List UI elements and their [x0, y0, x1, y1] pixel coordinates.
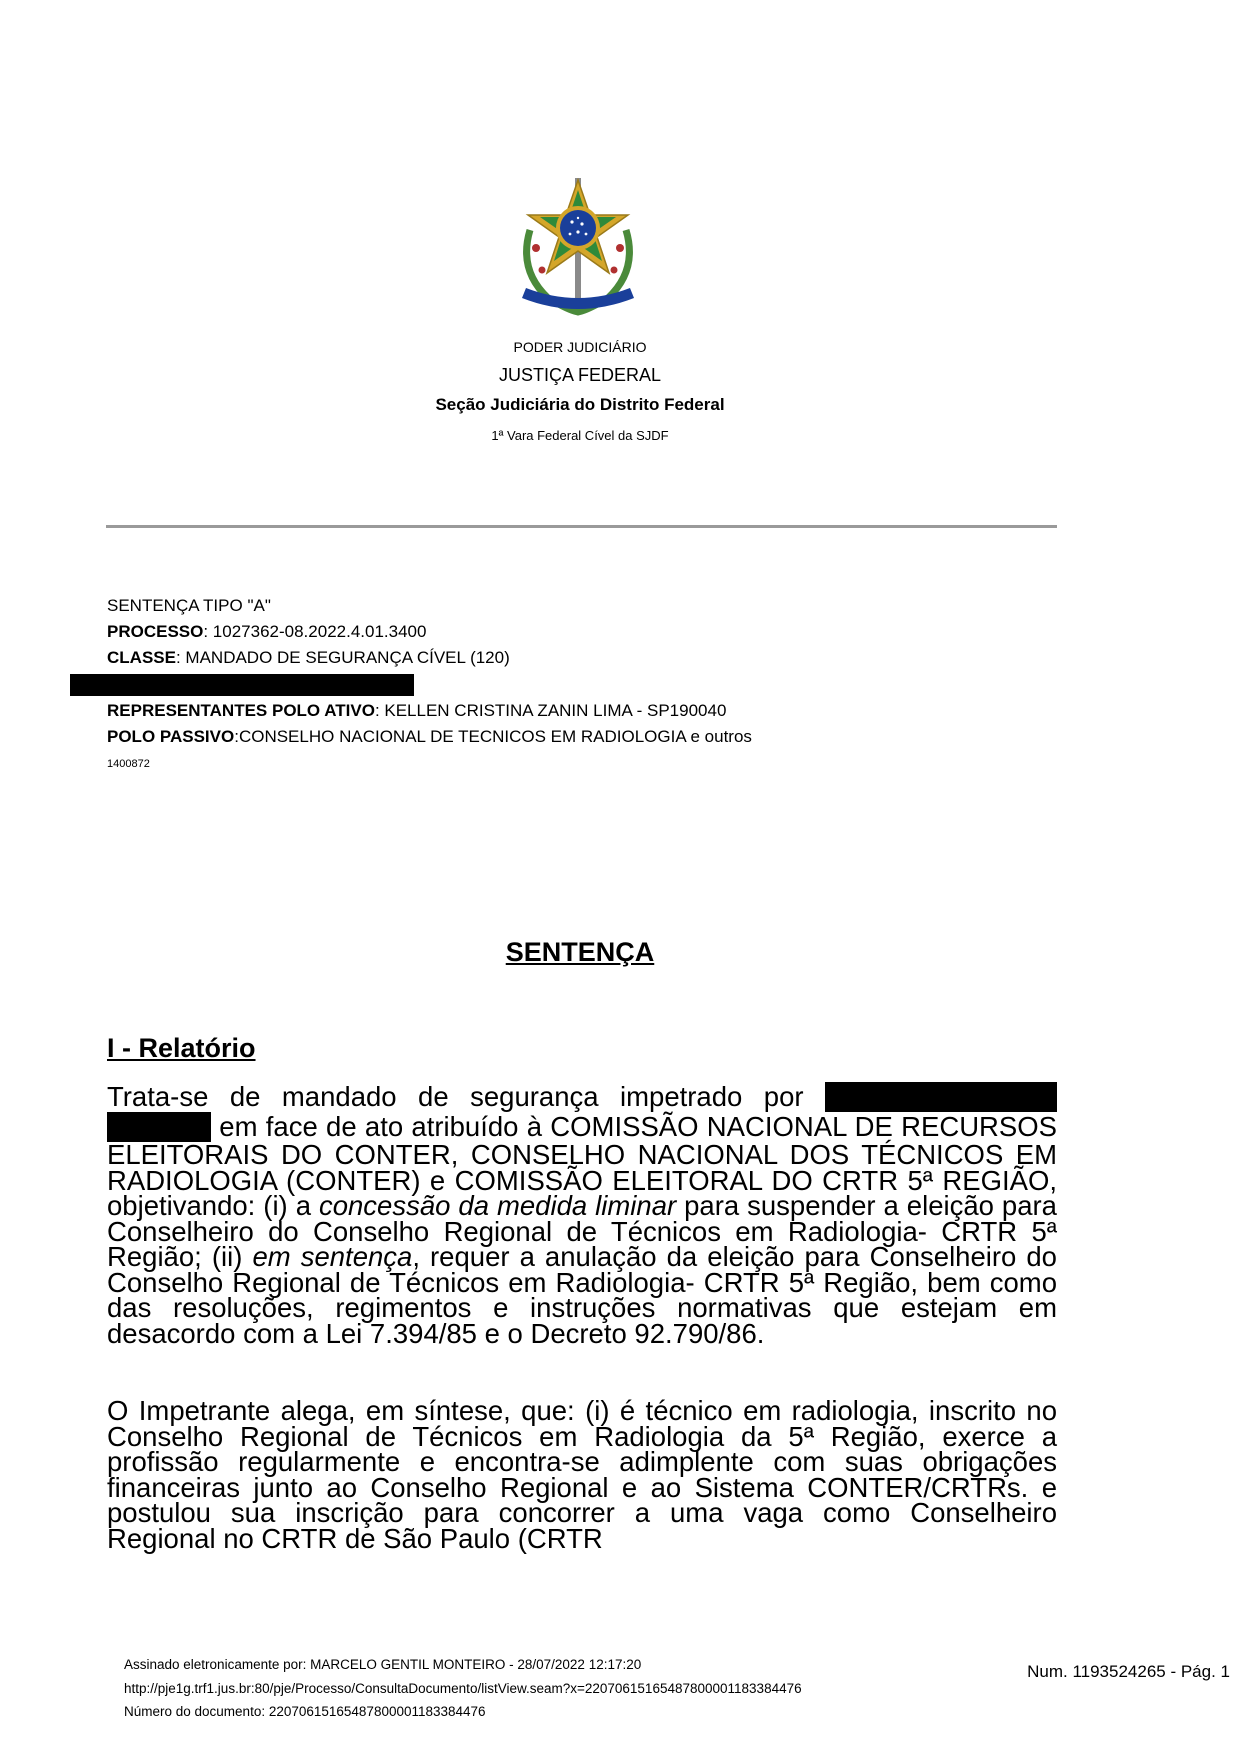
header-poder-judiciario: PODER JUDICIÁRIO: [513, 339, 647, 355]
header-justica-federal: JUSTIÇA FEDERAL: [498, 365, 662, 385]
classe-line: [107, 648, 510, 668]
paragraph-relatorio-2: O Impetrante alega, em síntese, que: (i) é técnico em radiologia, inscrito no Conselho Regional de Técnicos em Radiologia da 5ª Região, exerce a profissão regularmente e encontra-se adimplente com suas obrigações financeiras junto ao Conselho Regional e ao Sistema CONTER/CRTRs. e postulou sua inscrição para concorrer a uma vaga como Conselheiro Regional no CRTR de São Paulo (CRTR: [107, 1395, 1057, 1554]
representantes-label: REPRESENTANTES POLO ATIVO: [107, 701, 375, 720]
document-title: SENTENÇA: [505, 937, 655, 967]
classe-value: : MANDADO DE SEGURANÇA CÍVEL (120): [175, 648, 510, 667]
header-vara: 1ª Vara Federal Cível da SJDF: [491, 428, 669, 443]
header-secao-judiciaria: Seção Judiciária do Distrito Federal: [435, 395, 725, 414]
polo-passivo-line: [107, 727, 752, 747]
footer-url[interactable]: http://pje1g.trf1.jus.br:80/pje/Processo/ConsultaDocumento/listView.seam?x=22070615165487800001183384476: [124, 1681, 802, 1696]
redaction-impetrante-2: [107, 1112, 211, 1142]
sentenca-tipo: SENTENÇA TIPO "A": [107, 596, 271, 615]
footer-signed: Assinado eletronicamente por: MARCELO GENTIL MONTEIRO - 28/07/2022 12:17:20: [124, 1657, 642, 1672]
representantes-line: [107, 701, 726, 721]
processo-line: [107, 622, 426, 642]
document-code: 1400872: [107, 758, 150, 770]
footer-document-number: Número do documento: 22070615165487800001183384476: [124, 1704, 486, 1719]
header-divider: [106, 525, 1057, 528]
polo-passivo-label: POLO PASSIVO: [107, 727, 235, 746]
processo-label: PROCESSO: [107, 622, 204, 641]
processo-value: : 1027362-08.2022.4.01.3400: [203, 622, 427, 641]
brasao-da-republica-icon: [508, 170, 648, 320]
redaction-impetrante: [825, 1082, 1057, 1112]
classe-label: CLASSE: [107, 648, 176, 667]
section-heading: I - Relatório: [107, 1033, 256, 1063]
redaction-polo-ativo: [70, 674, 414, 696]
page-number: Num. 1193524265 - Pág. 1: [1027, 1662, 1230, 1681]
paragraph-relatorio-1: Trata-se de mandado de segurança impetrado por em face de ato atribuído à COMISSÃO NACIONAL DE RECURSOS ELEITORAIS DO CONTER, CONSELHO NACIONAL DOS TÉCNICOS EM RADIOLOGIA (CONTER) e COMISSÃO ELEITORAL DO CRTR 5ª REGIÃO, objetivando: (i) a concessão da medida liminar para suspender a eleição para Conselheiro do Conselho Regional de Técnicos em Radiologia- CRTR 5ª Região; (ii) em sentença, requer a anulação da eleição para Conselheiro do Conselho Regional de Técnicos em Radiologia- CRTR 5ª Região, bem como das resoluções, regimentos e instruções normativas que estejam em desacordo com a Lei 7.394/85 e o Decreto 92.790/86.: [107, 1081, 1057, 1349]
polo-passivo-value: :CONSELHO NACIONAL DE TECNICOS EM RADIOLOGIA e outros: [234, 727, 752, 746]
representantes-value: : KELLEN CRISTINA ZANIN LIMA - SP190040: [374, 701, 727, 720]
